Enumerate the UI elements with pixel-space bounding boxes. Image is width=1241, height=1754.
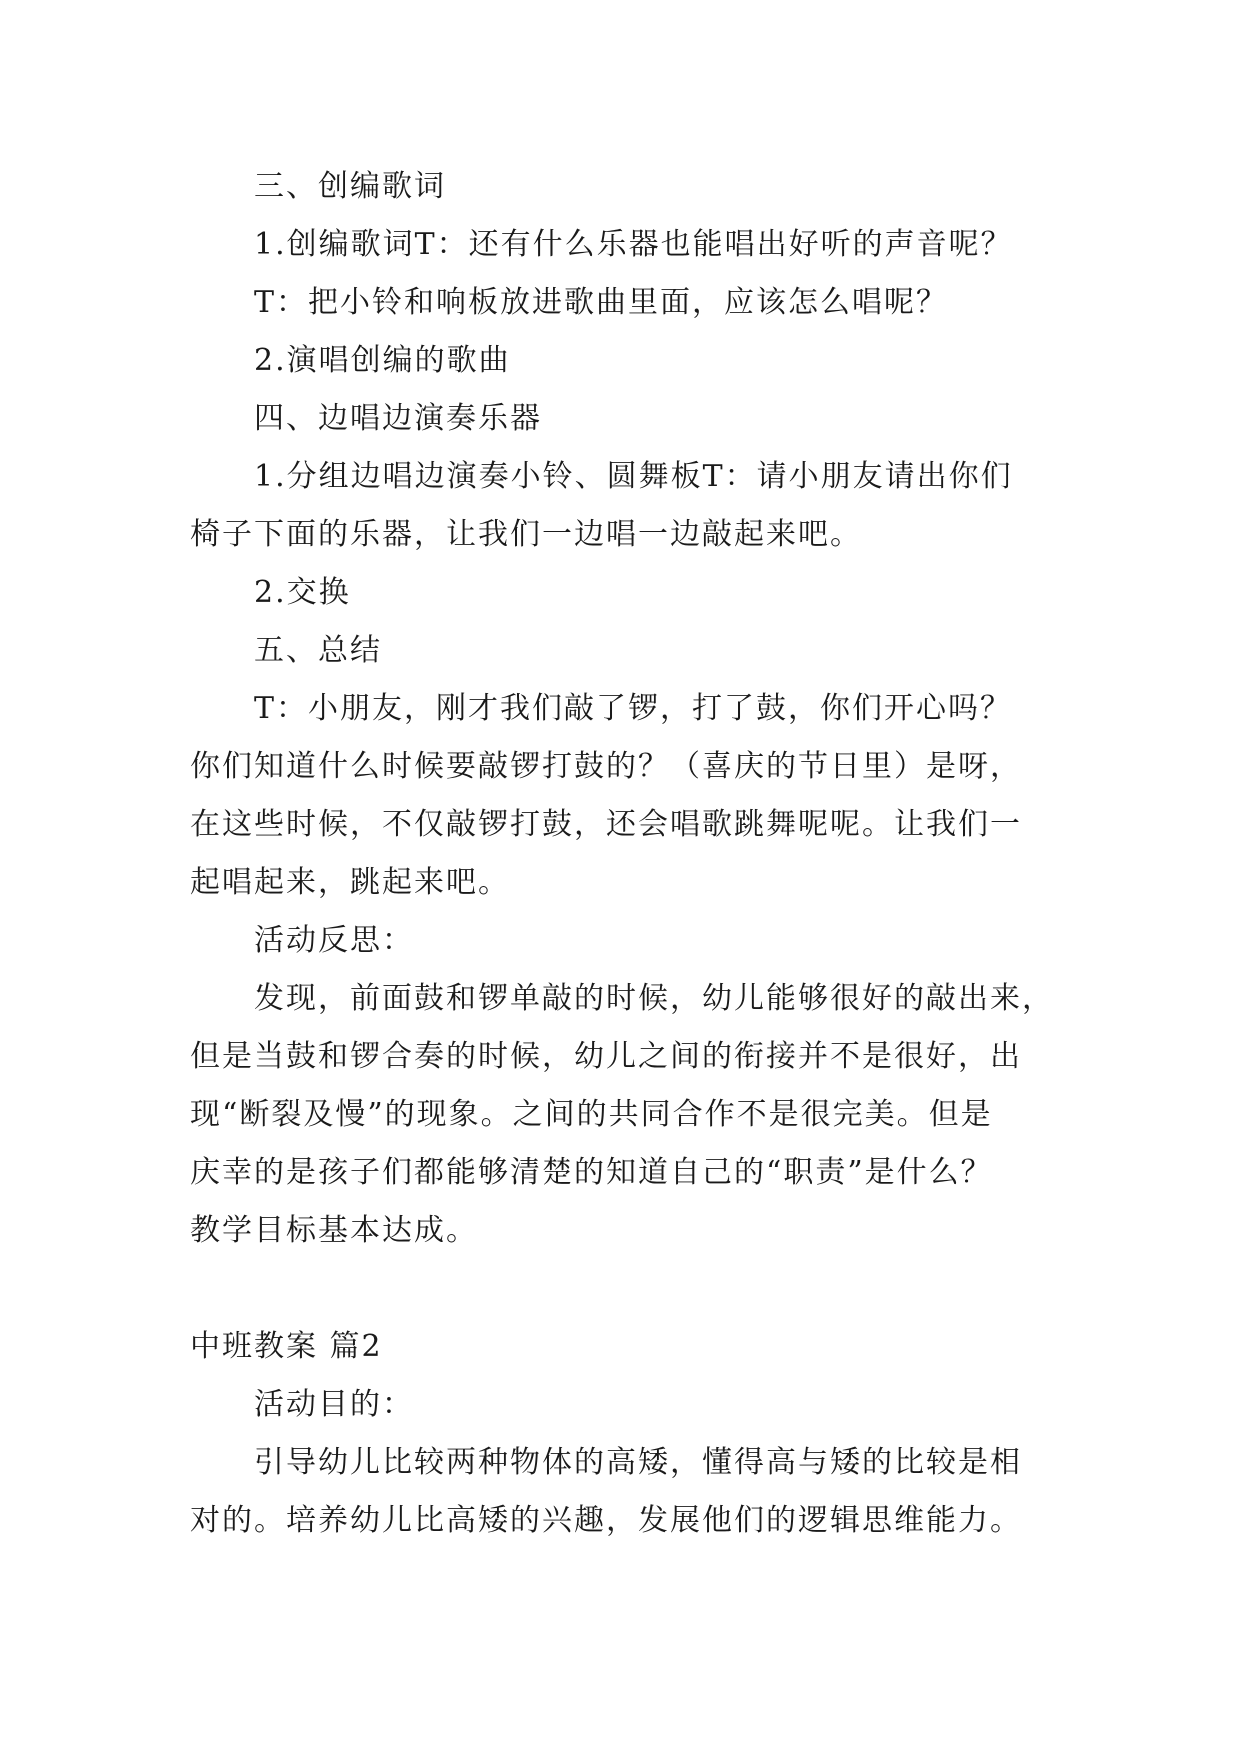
paragraph-line: 2.交换 — [254, 575, 351, 610]
article-title: 中班教案 篇2 — [190, 1329, 383, 1364]
paragraph-line: 庆幸的是孩子们都能够清楚的知道自己的“职责”是什么？ — [190, 1155, 993, 1190]
paragraph-line: 引导幼儿比较两种物体的高矮，懂得高与矮的比较是相 — [254, 1445, 1022, 1480]
paragraph-line: T：小朋友，刚才我们敲了锣，打了鼓，你们开心吗？ — [254, 691, 1013, 726]
paragraph-line: 1.分组边唱边演奏小铃、圆舞板T：请小朋友请出你们 — [254, 459, 1013, 494]
paragraph-line: 1.创编歌词T：还有什么乐器也能唱出好听的声音呢？ — [254, 227, 1013, 262]
section-heading: 活动反思： — [254, 923, 414, 958]
paragraph-line: 发现，前面鼓和锣单敲的时候，幼儿能够很好的敲出来， — [254, 981, 1054, 1016]
paragraph-line: 教学目标基本达成。 — [190, 1213, 478, 1248]
paragraph-line: 在这些时候，不仅敲锣打鼓，还会唱歌跳舞呢呢。让我们一 — [190, 807, 1022, 842]
paragraph-line: 2.演唱创编的歌曲 — [254, 343, 511, 378]
paragraph-line: 你们知道什么时候要敲锣打鼓的？（喜庆的节日里）是呀， — [190, 749, 1022, 784]
paragraph-line: 但是当鼓和锣合奏的时候，幼儿之间的衔接并不是很好，出 — [190, 1039, 1022, 1074]
section-heading: 活动目的： — [254, 1387, 414, 1422]
paragraph-line: 椅子下面的乐器，让我们一边唱一边敲起来吧。 — [190, 517, 862, 552]
section-heading: 三、创编歌词 — [254, 169, 446, 204]
paragraph-line: 起唱起来，跳起来吧。 — [190, 865, 510, 900]
paragraph-line: 现“断裂及慢”的现象。之间的共同合作不是很完美。但是 — [190, 1097, 993, 1132]
section-heading: 四、边唱边演奏乐器 — [254, 401, 542, 436]
paragraph-line: T：把小铃和响板放进歌曲里面，应该怎么唱呢？ — [254, 285, 949, 320]
document-page — [190, 158, 1070, 1550]
section-heading: 五、总结 — [254, 633, 382, 668]
paragraph-line: 对的。培养幼儿比高矮的兴趣，发展他们的逻辑思维能力。 — [190, 1503, 1022, 1538]
